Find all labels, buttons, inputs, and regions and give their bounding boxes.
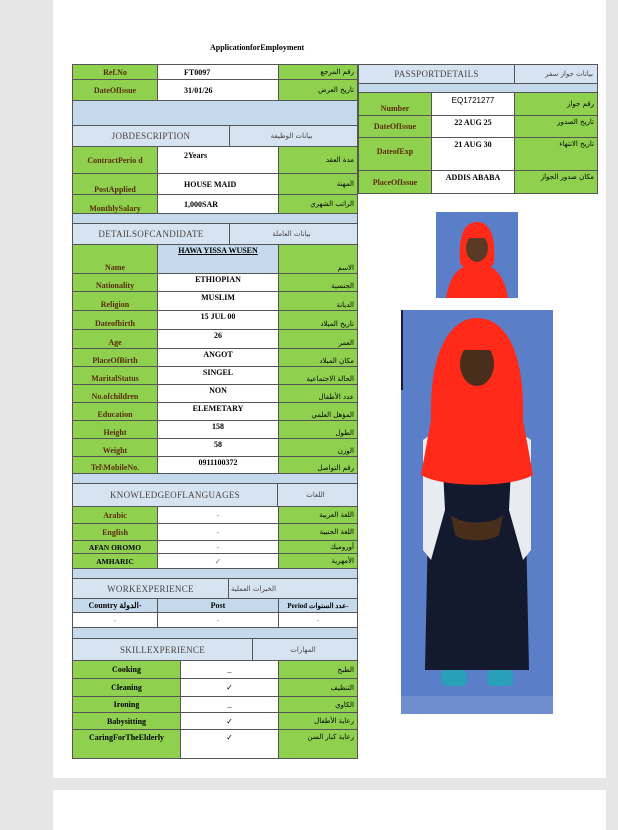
candidate-value: SINGEL [157, 366, 279, 385]
work-col-country: Country الدولة- [72, 598, 158, 613]
work-heading: WORKEXPERIENCE [72, 578, 229, 599]
work-heading-ar: الخبرات العملية [228, 578, 358, 599]
ref-ar: رقم المرجع [278, 64, 358, 80]
candidate-heading-ar: بيانات العاملة [229, 223, 358, 245]
candidate-label: Dateofbirth [72, 310, 158, 330]
skills-heading: SKILLEXPERIENCE [72, 638, 253, 661]
passport-exp-value: 21 AUG 30 [431, 137, 515, 171]
candidate-label: PlaceOfBirth [72, 348, 158, 367]
candidate-label: Nationality [72, 273, 158, 292]
candidate-label: Weight [72, 438, 158, 457]
job-heading: JOBDESCRIPTION [72, 125, 230, 147]
skill-label: Cleaning [72, 678, 181, 697]
passport-issue-value: 22 AUG 25 [431, 115, 515, 138]
issue-ar: تاريخ العرض [278, 79, 358, 101]
full-body-photo [401, 310, 553, 714]
post-ar: المهنة [278, 173, 358, 195]
skills-heading-ar: المهارات [252, 638, 358, 661]
job-heading-ar: بيانات الوظيفة [229, 125, 358, 147]
issue-value: 31/01/26 [157, 79, 279, 101]
skill-label-ar: الكاوي [278, 696, 358, 713]
language-level: - [157, 506, 279, 524]
candidate-label-ar: الاسم [278, 244, 358, 274]
candidate-value: 15 JUL 00 [157, 310, 279, 330]
skill-level: _ [180, 660, 279, 679]
candidate-label: Age [72, 329, 158, 349]
passport-issue-ar: تاريخ الصدور [514, 115, 598, 138]
passport-place-label: PlaceOfIssue [358, 170, 432, 194]
language-level: - [157, 540, 279, 554]
skill-level: _ [180, 696, 279, 713]
candidate-label: Education [72, 402, 158, 421]
language-label-ar: اللغة العربية [278, 506, 358, 524]
candidate-value: ELEMETARY [157, 402, 279, 421]
candidate-label-ar: الوزن [278, 438, 358, 457]
skill-level: ✓ [180, 678, 279, 697]
passport-place-value: ADDIS ABABA [431, 170, 515, 194]
language-level: - [157, 523, 279, 541]
language-label-ar: اللغة الجنبية [278, 523, 358, 541]
skill-level: ✓ [180, 729, 279, 759]
ref-label: Ref.No [72, 64, 158, 80]
candidate-label: Height [72, 420, 158, 439]
candidate-value: MUSLIM [157, 291, 279, 311]
work-cell-post: - [157, 612, 279, 628]
language-level: ✓ [157, 553, 279, 569]
candidate-label: Name [72, 244, 158, 274]
skill-level: ✓ [180, 712, 279, 730]
passport-number-ar: رقم جواز [514, 92, 598, 116]
candidate-value: HAWA YISSA WUSEN [157, 244, 279, 274]
spacer-row [72, 100, 358, 126]
skill-label: Babysitting [72, 712, 181, 730]
language-label: English [72, 523, 158, 541]
language-label: AMHARIC [72, 553, 158, 569]
page-title: ApplicationforEmployment [210, 43, 305, 52]
work-cell-country: - [72, 612, 158, 628]
contract-label: ContractPerio d [72, 146, 158, 174]
contract-value: 2Years [157, 146, 279, 174]
passport-heading: PASSPORTDETAILS [358, 64, 515, 84]
languages-heading: KNOWLEDGEOFLANGUAGES [72, 483, 278, 507]
language-label-ar: الأمهرية [278, 553, 358, 569]
passport-number-value: EQ1721277 [431, 92, 515, 116]
skill-label-ar: التنظيف [278, 678, 358, 697]
candidate-value: ETHIOPIAN [157, 273, 279, 292]
skill-label-ar: الطبخ [278, 660, 358, 679]
salary-label: MonthlySalary [72, 194, 158, 214]
candidate-label-ar: عدد الأطفال [278, 384, 358, 403]
candidate-label-ar: تاريخ الميلاد [278, 310, 358, 330]
candidate-value: NON [157, 384, 279, 403]
work-col-post: Post [157, 598, 279, 613]
salary-ar: الراتب الشهري [278, 194, 358, 214]
work-cell-period: - [278, 612, 358, 628]
candidate-value: 58 [157, 438, 279, 457]
candidate-value: 0911100372 [157, 456, 279, 474]
candidate-label-ar: الجنسية [278, 273, 358, 292]
candidate-label-ar: الديانة [278, 291, 358, 311]
passport-place-ar: مكان صدور الجواز [514, 170, 598, 194]
issue-label: DateOfIssue [72, 79, 158, 101]
next-page [53, 790, 606, 830]
ref-value: FT0097 [157, 64, 279, 80]
skill-label-ar: رعاية الأطفال [278, 712, 358, 730]
skill-label-ar: رعاية كبار السن [278, 729, 358, 759]
candidate-value: ANGOT [157, 348, 279, 367]
candidate-label: No.ofchildren [72, 384, 158, 403]
candidate-label: MaritalStatus [72, 366, 158, 385]
passport-heading-ar: بيانات جواز سفر [514, 64, 598, 84]
skill-label: Cooking [72, 660, 181, 679]
candidate-value: 158 [157, 420, 279, 439]
candidate-label-ar: الطول [278, 420, 358, 439]
contract-ar: مدة العقد [278, 146, 358, 174]
portrait-photo [436, 212, 518, 298]
language-label: AFAN OROMO [72, 540, 158, 554]
passport-issue-label: DateOfIssue [358, 115, 432, 138]
language-label: Arabic [72, 506, 158, 524]
passport-exp-ar: تاريخ الانتهاء [514, 137, 598, 171]
salary-value: 1,000SAR [157, 194, 279, 214]
candidate-heading: DETAILSOFCANDIDATE [72, 223, 230, 245]
skill-label: CaringForTheElderly [72, 729, 181, 759]
candidate-label: Religion [72, 291, 158, 311]
candidate-label: Tel\MobileNo. [72, 456, 158, 474]
candidate-value: 26 [157, 329, 279, 349]
language-label-ar: أوروميك [278, 540, 358, 554]
post-value: HOUSE MAID [157, 173, 279, 195]
candidate-label-ar: المؤهل العلمي [278, 402, 358, 421]
candidate-label-ar: الحالة الاجتماعية [278, 366, 358, 385]
candidate-label-ar: رقم التواصل [278, 456, 358, 474]
candidate-label-ar: مكان الميلاد [278, 348, 358, 367]
work-col-period: Period عدد السنوات- [278, 598, 358, 613]
candidate-label-ar: العمر [278, 329, 358, 349]
skill-label: Ironing [72, 696, 181, 713]
passport-number-label: Number [358, 92, 432, 116]
post-label: PostApplied [72, 173, 158, 195]
passport-exp-label: DateofExp [358, 137, 432, 171]
languages-heading-ar: اللغات [277, 483, 358, 507]
